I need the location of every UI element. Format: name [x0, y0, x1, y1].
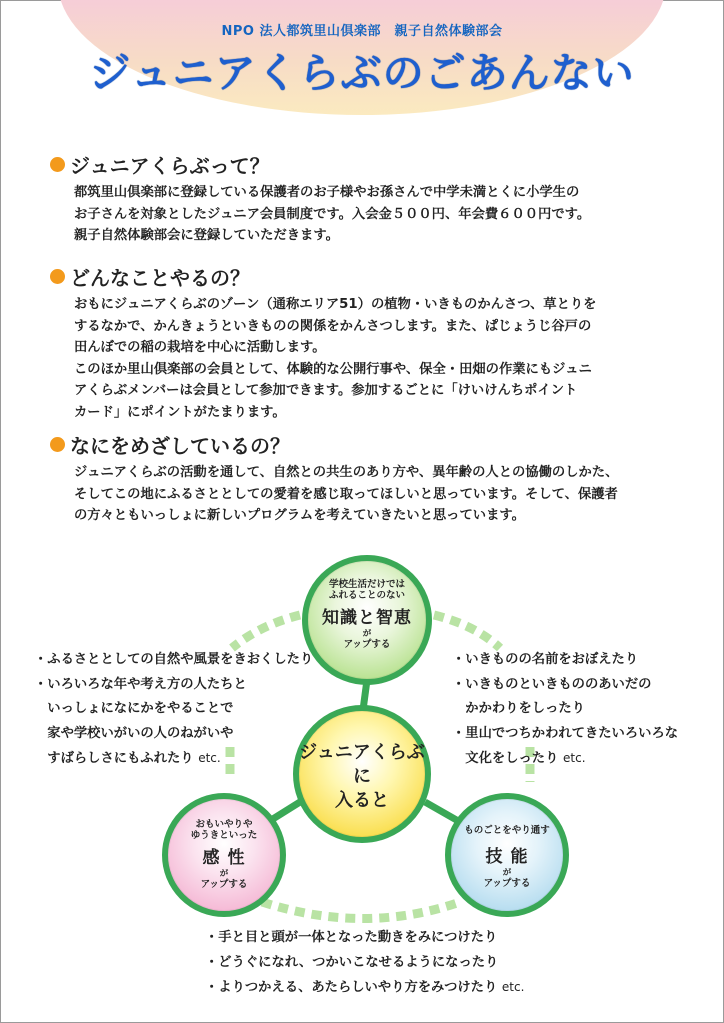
circle-center: [293, 705, 431, 843]
section-heading-text: どんなことやるの？: [70, 266, 250, 290]
orange-bullet-icon: [50, 437, 65, 452]
etc-label: etc.: [198, 751, 221, 765]
circle-up: アップする: [343, 639, 391, 650]
list-item: [205, 975, 524, 1001]
list-item: ・ふるさととしての自然や風景をきおくしたり: [34, 652, 314, 667]
list-item: かかわりをしったり: [452, 701, 585, 716]
section-heading-text: なにをめざしているの？: [70, 434, 290, 458]
list-item: ・いきものといきもののあいだの: [452, 676, 652, 692]
body-line: このほか里山倶楽部の会員として、体験的な公開行事や、保全・田畑の作業にもジュニ: [74, 361, 592, 377]
circle-up: アップする: [200, 879, 248, 890]
body-line: の方々ともいっしょに新しいプログラムを考えていきたいと思っています。: [74, 508, 525, 523]
circle-up: アップする: [483, 878, 531, 889]
body-line: するなかで、かんきょうといきものの関係をかんさつします。また、ぱじょうじ谷戸の: [74, 318, 592, 334]
circle-subtext: ものごとをやり通す: [464, 825, 550, 836]
circle-subtext: ふれることのない: [328, 590, 405, 601]
center-label: 入ると: [335, 790, 389, 811]
circle-main-label: 技 能: [485, 847, 529, 867]
orange-bullet-icon: [50, 269, 65, 284]
list-item: [452, 746, 678, 772]
list-item: いっしょになにかをやることで: [34, 701, 234, 716]
center-label: に: [353, 766, 371, 787]
list-item: ・どうぐになれ、つかいこなせるようになったり: [205, 954, 499, 970]
organization-name: NPO 法人都筑里山倶楽部 親子自然体験部会: [221, 24, 503, 39]
body-line: お子さんを対象としたジュニア会員制度です。入会金５００円、年会費６００円です。: [74, 206, 591, 222]
section-body-activities: [74, 294, 684, 423]
center-label: ジュニアくらぶ: [299, 742, 425, 763]
list-item: ・里山でつちかわれてきたいろいろな: [452, 725, 679, 741]
circle-sensibility: [162, 793, 286, 917]
section-heading-activities: [50, 262, 250, 291]
list-item: ・いきものの名前をおぼえたり: [452, 652, 639, 667]
section-body-about: [74, 182, 684, 247]
section-heading-text: ジュニアくらぶって？: [70, 154, 270, 178]
list-item: ・手と目と頭が一体となった動きをみにつけたり: [205, 930, 498, 945]
circle-knowledge: [302, 555, 432, 685]
body-line: アくらぶメンバーは会員として参加できます。参加するごとに「けいけんちポイント: [74, 383, 578, 398]
body-line: そしてこの地にふるさととしての愛着を感じ取ってほしいと思っています。そして、保護者: [74, 486, 618, 502]
page-title: ジュニアくらぶのごあんない: [89, 49, 635, 97]
body-line: 親子自然体験部会に登録していただきます。: [74, 228, 339, 243]
circle-ga: が: [219, 869, 229, 879]
section-body-goals: [74, 462, 684, 527]
circle-skills: [445, 793, 569, 917]
dashed-arc-top-left: [232, 615, 300, 648]
dashed-arc-top-right: [434, 615, 500, 648]
dashed-arc-bottom: [262, 902, 460, 919]
circle-subtext: ゆうきといった: [190, 830, 258, 841]
section-heading-about: [50, 150, 270, 179]
circle-main-label: 知識と智恵: [322, 608, 412, 628]
circle-subtext: 学校生活だけでは: [328, 579, 405, 590]
body-line: 都筑里山倶楽部に登録している保護者のお子様やお孫さんで中学未満とくに小学生の: [74, 185, 580, 200]
bottom-benefits-list: [205, 926, 524, 1001]
circle-ga: が: [502, 868, 512, 878]
section-heading-goals: [50, 430, 290, 459]
list-item: ・いろいろな年や考え方の人たちと: [34, 676, 247, 692]
list-item: 家や学校いがいの人のねがいや: [34, 725, 234, 741]
circle-ga: が: [362, 629, 372, 639]
left-benefits-list: [34, 648, 313, 772]
body-line: カード」にポイントがたまります。: [74, 404, 286, 420]
circle-subtext: おもいやりや: [195, 819, 253, 830]
list-item: [34, 746, 313, 772]
circle-main-label: 感 性: [202, 848, 246, 868]
body-line: 田んぼでの稲の栽培を中心に活動します。: [74, 340, 326, 355]
orange-bullet-icon: [50, 157, 65, 172]
etc-label: etc.: [563, 751, 586, 765]
list-item-text: 文化をしったり: [452, 751, 559, 766]
right-benefits-list: [452, 648, 678, 772]
body-line: おもにジュニアくらぶのゾーン（通称エリア51）の植物・いきものかんさつ、草とりを: [74, 297, 597, 312]
list-item-text: ・よりつかえる、あたらしいやり方をみつけたり: [205, 980, 498, 995]
list-item-text: すばらしさにもふれたり: [34, 751, 194, 766]
benefits-diagram: [0, 540, 724, 1023]
etc-label: etc.: [501, 980, 525, 994]
body-line: ジュニアくらぶの活動を通して、自然との共生のあり方や、異年齢の人との協働のしかた、: [74, 465, 619, 480]
